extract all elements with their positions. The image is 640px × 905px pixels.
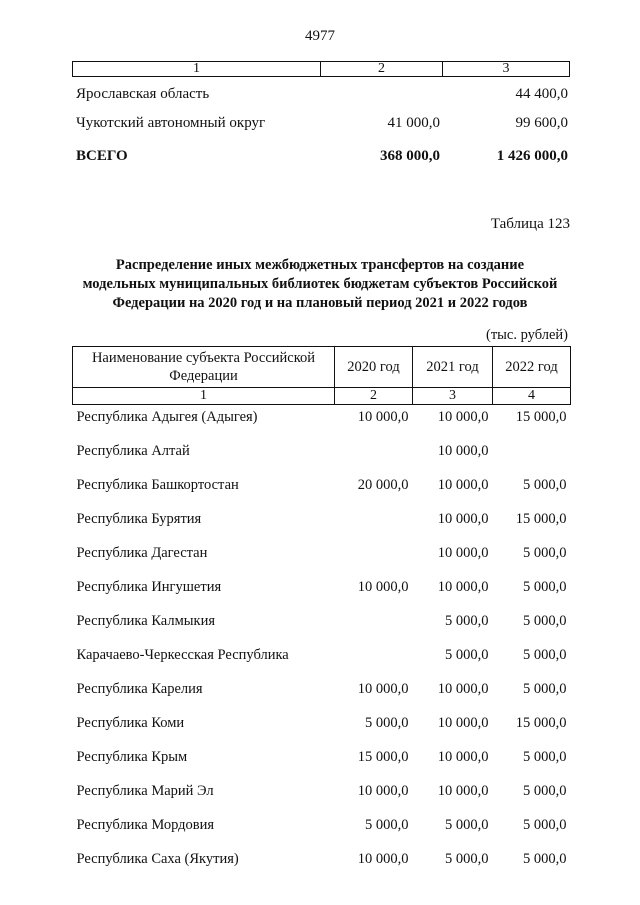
value-2021: 10 000,0: [437, 511, 489, 527]
value-2021: 10 000,0: [437, 749, 489, 765]
table-row: [73, 813, 571, 847]
table-row: [73, 405, 571, 440]
table-row: [73, 847, 571, 881]
table-row: [73, 779, 571, 813]
value-2020: [335, 643, 413, 677]
column-header-2021: 2021 год: [413, 347, 493, 388]
column-header-2020: 2020 год: [335, 347, 413, 388]
table-row: [73, 541, 571, 575]
value-2022: 15 000,0: [515, 715, 567, 731]
value-2022: 5 000,0: [523, 477, 567, 493]
region-name: Республика Саха (Якутия): [76, 851, 239, 867]
table-row: [73, 643, 571, 677]
region-name: Чукотский автономный округ: [76, 115, 266, 131]
value-2021: 5 000,0: [445, 817, 489, 833]
value: 41 000,0: [387, 115, 440, 131]
value-2022: 5 000,0: [523, 817, 567, 833]
region-name: Республика Адыгея (Адыгея): [76, 409, 258, 425]
table-row: [73, 745, 571, 779]
table-title: Распределение иных межбюджетных трансфертов на создание модельных муниципальных библиотек бюджетам субъектов Российской Федерации на 2020 год и на плановый период 2021 и 2022 годов: [82, 257, 558, 311]
page-number: 4977: [305, 28, 335, 44]
value-2021: 10 000,0: [437, 681, 489, 697]
value-2020: 5 000,0: [365, 715, 409, 731]
total-value: 368 000,0: [380, 148, 440, 164]
total-label: ВСЕГО: [76, 148, 128, 164]
column-number: 3: [413, 388, 493, 405]
value-2022: 5 000,0: [523, 783, 567, 799]
region-name: Республика Калмыкия: [76, 613, 215, 629]
table-number: Таблица 123: [490, 216, 570, 232]
value-2022: [493, 439, 571, 473]
value-2022: 15 000,0: [515, 511, 567, 527]
region-name: Республика Алтай: [76, 443, 190, 459]
table-row: [73, 439, 571, 473]
column-number: 1: [73, 388, 335, 405]
table-row: [73, 609, 571, 643]
prev-col-number: 1: [193, 61, 200, 76]
value-2020: 20 000,0: [357, 477, 409, 493]
region-name: Республика Марий Эл: [76, 783, 214, 799]
region-name: Республика Коми: [76, 715, 185, 731]
prev-table-header: [72, 61, 570, 77]
region-name: Республика Крым: [76, 749, 188, 765]
value-2020: 10 000,0: [357, 579, 409, 595]
value-2021: 10 000,0: [437, 443, 489, 459]
total-value: 1 426 000,0: [496, 148, 568, 164]
value-2021: 10 000,0: [437, 409, 489, 425]
allocation-table: [72, 346, 571, 881]
value-2020: [335, 609, 413, 643]
value-2020: [335, 439, 413, 473]
value-2020: 10 000,0: [357, 783, 409, 799]
region-name: Республика Дагестан: [76, 545, 208, 561]
prev-table-total-row: [72, 148, 570, 168]
value-2020: 10 000,0: [357, 851, 409, 867]
value: 99 600,0: [515, 115, 568, 131]
table-row: [73, 473, 571, 507]
value-2020: [335, 541, 413, 575]
value-2022: 5 000,0: [523, 749, 567, 765]
table-row: [73, 507, 571, 541]
value-2020: 15 000,0: [357, 749, 409, 765]
value-2022: 5 000,0: [523, 681, 567, 697]
value-2022: 5 000,0: [523, 545, 567, 561]
value-2020: 10 000,0: [357, 409, 409, 425]
region-name: Карачаево-Черкесская Республика: [76, 647, 289, 663]
value-2020: 10 000,0: [357, 681, 409, 697]
region-name: Республика Башкортостан: [76, 477, 239, 493]
prev-table-row: [72, 86, 570, 106]
value-2020: 5 000,0: [365, 817, 409, 833]
column-header-2022: 2022 год: [493, 347, 571, 388]
region-name: Республика Мордовия: [76, 817, 215, 833]
table-row: [73, 677, 571, 711]
value-2021: 10 000,0: [437, 477, 489, 493]
prev-col-number: 3: [442, 62, 569, 76]
value-2021: 10 000,0: [437, 783, 489, 799]
value-2022: 5 000,0: [523, 647, 567, 663]
value-2021: 10 000,0: [437, 545, 489, 561]
table-row: [73, 575, 571, 609]
table-row: [73, 711, 571, 745]
value-2022: 5 000,0: [523, 579, 567, 595]
units-label: (тыс. рублей): [486, 327, 568, 343]
prev-col-number: 2: [320, 62, 442, 76]
column-number: 2: [335, 388, 413, 405]
region-name: Республика Ингушетия: [76, 579, 222, 595]
value: 44 400,0: [515, 86, 568, 102]
value-2021: 10 000,0: [437, 579, 489, 595]
column-header-name: Наименование субъекта Российской Федерации: [73, 347, 335, 388]
value-2021: 5 000,0: [445, 647, 489, 663]
value-2022: 15 000,0: [515, 409, 567, 425]
prev-table-row: [72, 115, 570, 135]
region-name: Ярославская область: [76, 86, 210, 102]
value-2022: 5 000,0: [523, 851, 567, 867]
value-2021: 5 000,0: [445, 613, 489, 629]
value-2021: 10 000,0: [437, 715, 489, 731]
column-number: 4: [493, 388, 571, 405]
region-name: Республика Карелия: [76, 681, 203, 697]
region-name: Республика Бурятия: [76, 511, 202, 527]
value-2021: 5 000,0: [445, 851, 489, 867]
value-2020: [335, 507, 413, 541]
value-2022: 5 000,0: [523, 613, 567, 629]
